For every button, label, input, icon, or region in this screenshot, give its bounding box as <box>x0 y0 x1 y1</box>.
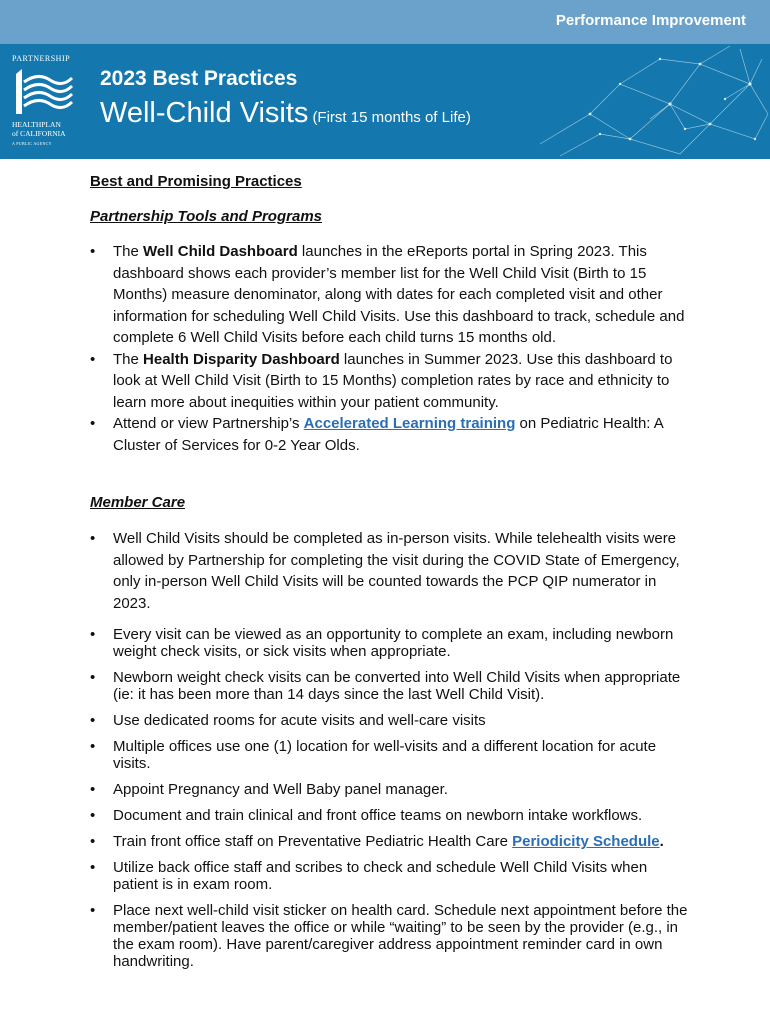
logo-line1: HEALTHPLAN <box>12 120 61 129</box>
logo-top-text: PARTNERSHIP <box>12 54 71 63</box>
logo-bottom-text <box>12 120 74 148</box>
tools-list <box>90 241 690 456</box>
list-item <box>90 833 690 850</box>
member-care-heading: Member Care <box>90 494 186 511</box>
member-care-list <box>90 626 690 970</box>
list-item <box>90 413 690 456</box>
list-item: • Well Child Visits should be completed as in-person visits. While telehealth visits were allowed by Partnership for completing the visit during the COVID State of Emergency, only in-person Well Child Visits will be counted towards the PCP QIP numerator in 2023. <box>90 528 690 614</box>
list-item: • Appoint Pregnancy and Well Baby panel manager. <box>90 781 690 798</box>
list-item: • Utilize back office staff and scribes to check and schedule Well Child Visits when patient is in exam room. <box>90 859 690 893</box>
logo-wave-icon <box>12 66 74 118</box>
dashboard-name: Health Disparity Dashboard <box>143 350 340 368</box>
item-text: on Pediatric Health: A Cluster of Services for 0-2 Year Olds. <box>113 415 663 454</box>
network-pattern-icon <box>500 44 770 159</box>
age-range-note: (First 15 months of Life) <box>312 109 471 126</box>
list-item: • Every visit can be viewed as an opportunity to complete an exam, including newborn weight check visits, or sick visits when appropriate. <box>90 626 690 660</box>
list-item: • Newborn weight check visits can be converted into Well Child Visits when appropriate (ie: it has been more than 14 days since the last Well Child Visit). <box>90 669 690 703</box>
dashboard-name: Well Child Dashboard <box>143 243 298 260</box>
page-title: Well-Child Visits <box>100 97 309 129</box>
list-item: • Multiple offices use one (1) location for well-visits and a different location for acute visits. <box>90 738 690 772</box>
item-text: . <box>659 833 664 850</box>
title-banner <box>0 44 770 159</box>
list-item: • Use dedicated rooms for acute visits and well-care visits <box>90 712 690 729</box>
list-item: • Document and train clinical and front office teams on newborn intake workflows. <box>90 807 690 824</box>
tools-heading: Partnership Tools and Programs <box>90 208 322 225</box>
document-body <box>90 172 690 979</box>
list-item <box>90 241 690 349</box>
item-text: launches in Summer 2023. Use this dashboard to look at Well Child Visit (Birth to 15 Months) completion rates by race and ethnicity to learn more about inequities within your patient community. <box>113 350 673 411</box>
section-title: Best and Promising Practices <box>90 173 302 190</box>
list-item: • Place next well-child visit sticker on health card. Schedule next appointment before the member/patient leaves the office or while “waiting” to be seen by the provider (e.g., in the exam room). Have parent/caregiver address appointment reminder card in own handwriting. <box>90 902 690 970</box>
department-label: Performance Improvement <box>555 12 746 29</box>
accelerated-learning-link[interactable]: Accelerated Learning training <box>303 415 516 432</box>
member-care-intro-list <box>90 528 690 614</box>
logo-line2: of CALIFORNIA <box>12 129 66 138</box>
item-text: Attend or view Partnership’s <box>113 415 304 432</box>
logo-tagline: A PUBLIC AGENCY <box>12 141 52 146</box>
periodicity-schedule-link[interactable]: Periodicity Schedule <box>512 833 660 850</box>
item-text: The <box>113 243 144 260</box>
banner-title: 2023 Best Practices <box>100 67 298 90</box>
partnership-logo <box>12 54 74 150</box>
list-item <box>90 349 690 414</box>
item-text: The <box>113 350 144 368</box>
item-text: Train front office staff on Preventative Pediatric Health Care <box>113 833 513 850</box>
banner-subtitle <box>100 97 471 130</box>
top-bar <box>0 0 770 44</box>
item-text: launches in the eReports portal in Spring 2023. This dashboard shows each provider’s member list for the Well Child Visit (Birth to 15 Months) measure denominator, along with dates for each completed visit and other information for scheduling Well Child Visits. Use this dashboard to track, schedule and complete 6 Well Child Visits before each child turns 15 months old. <box>113 243 685 346</box>
